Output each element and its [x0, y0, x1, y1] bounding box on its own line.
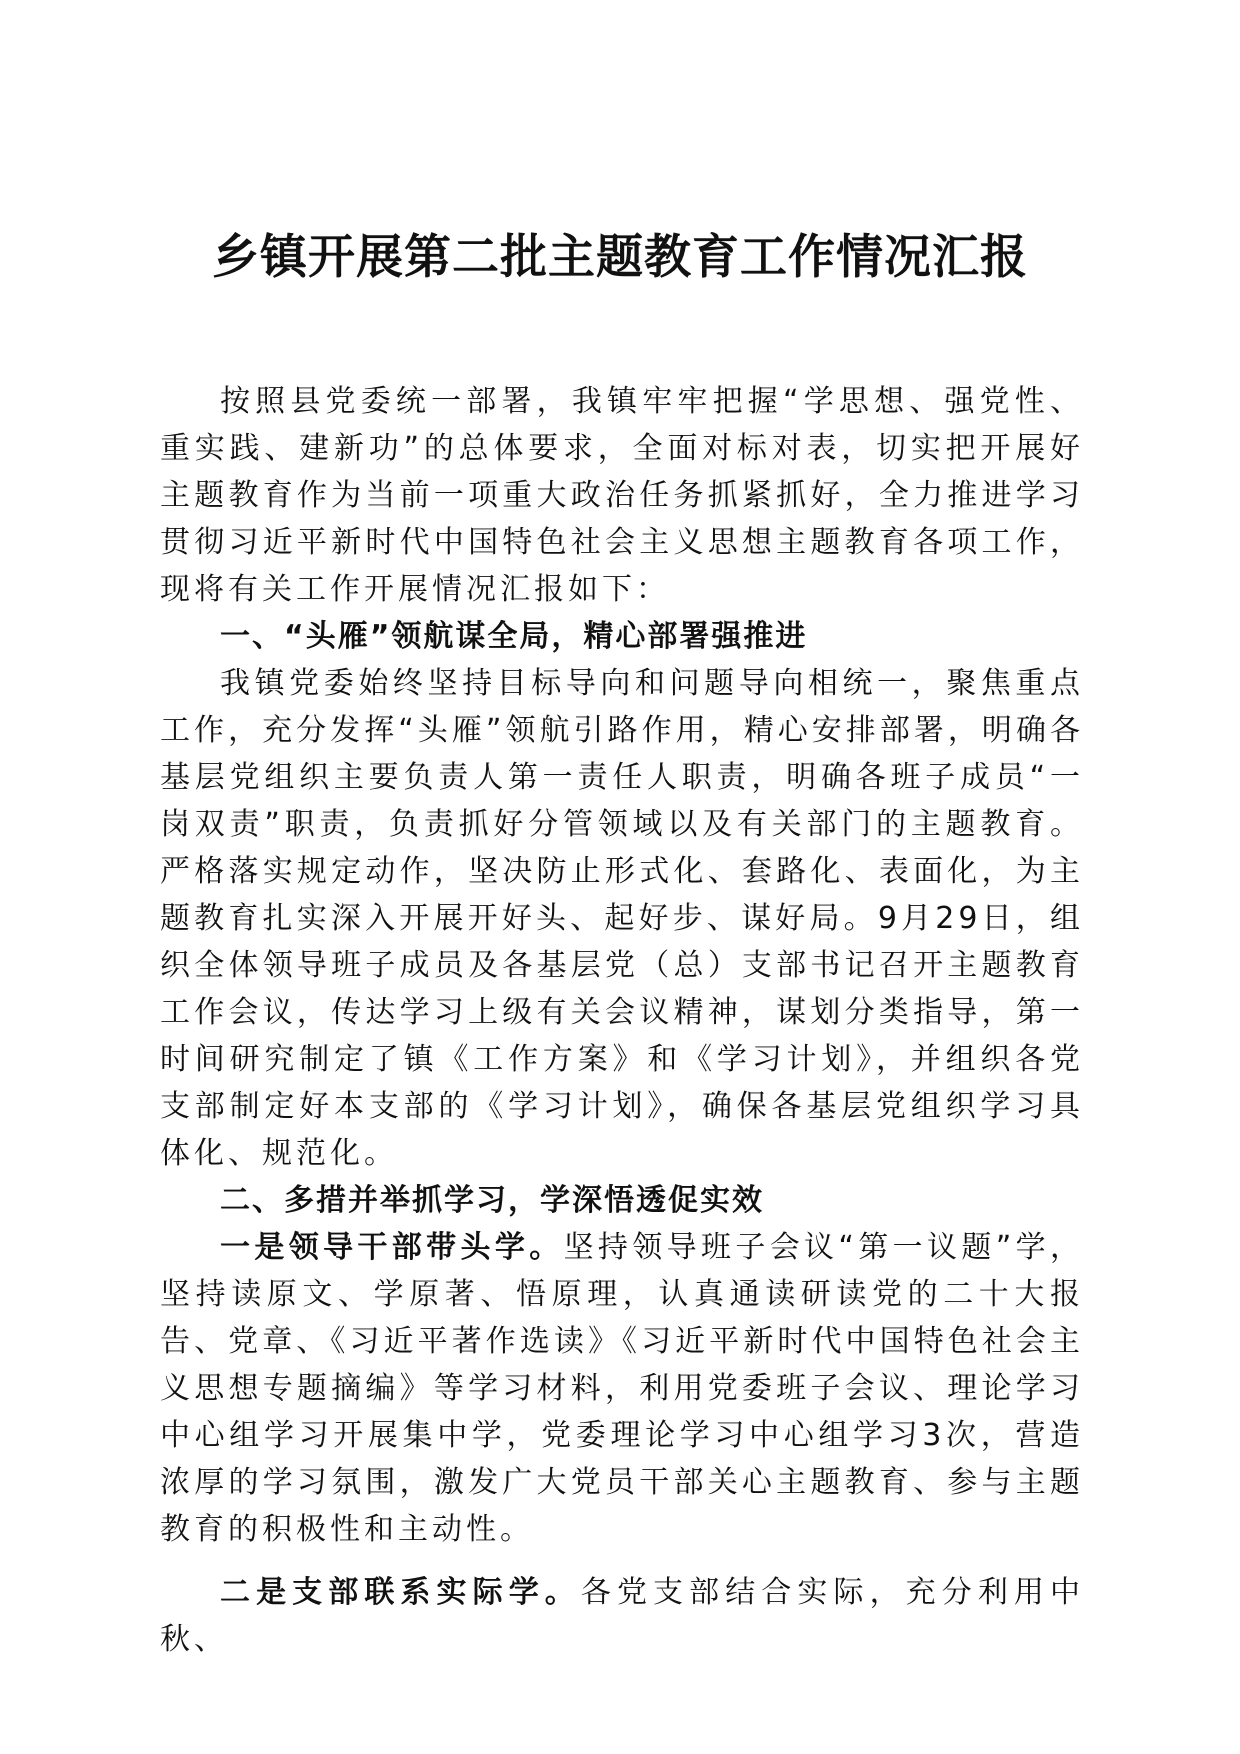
paragraph-lead: 二是支部联系实际学。	[220, 1575, 581, 1610]
paragraph-body: 各党支部结合实际，充分利用中秋、	[160, 1575, 1085, 1657]
document-body	[160, 378, 1084, 1663]
section-1-paragraph: 我镇党委始终坚持目标导向和问题导向相统一，聚焦重点工作，充分发挥“头雁”领航引路作用，精心安排部署，明确各基层党组织主要负责人第一责任人职责，明确各班子成员“一岗双责”职责，负责抓好分管领域以及有关部门的主题教育。严格落实规定动作，坚决防止形式化、套路化、表面化，为主题教育扎实深入开展开好头、起好步、谋好局。9月29日，组织全体领导班子成员及各基层党（总）支部书记召开主题教育工作会议，传达学习上级有关会议精神，谋划分类指导，第一时间研究制定了镇《工作方案》和《学习计划》，并组织各党支部制定好本支部的《学习计划》，确保各基层党组织学习具体化、规范化。	[160, 666, 1084, 1171]
section-2-paragraph-1	[160, 1224, 1084, 1553]
section-heading-2: 二、多措并举抓学习，学深悟透促实效	[220, 1183, 764, 1218]
paragraph-body: 坚持领导班子会议“第一议题”学，坚持读原文、学原著、悟原理，认真通读研读党的二十大报告、党章、《习近平著作选读》《习近平新时代中国特色社会主义思想专题摘编》等学习材料，利用党委班子会议、理论学习中心组学习开展集中学，党委理论学习中心组学习3次，营造浓厚的学习氛围，激发广大党员干部关心主题教育、参与主题教育的积极性和主动性。	[160, 1230, 1084, 1547]
section-2-paragraph-2	[160, 1569, 1084, 1663]
document-title: 乡镇开展第二批主题教育工作情况汇报	[212, 230, 1028, 285]
paragraph-lead: 一是领导干部带头学。	[220, 1230, 564, 1265]
section-heading-1: 一、“头雁”领航谋全局，精心部署强推进	[220, 619, 808, 654]
intro-paragraph: 按照县党委统一部署，我镇牢牢把握“学思想、强党性、重实践、建新功”的总体要求，全面对标对表，切实把开展好主题教育作为当前一项重大政治任务抓紧抓好，全力推进学习贯彻习近平新时代中国特色社会主义思想主题教育各项工作，现将有关工作开展情况汇报如下：	[160, 384, 1084, 607]
